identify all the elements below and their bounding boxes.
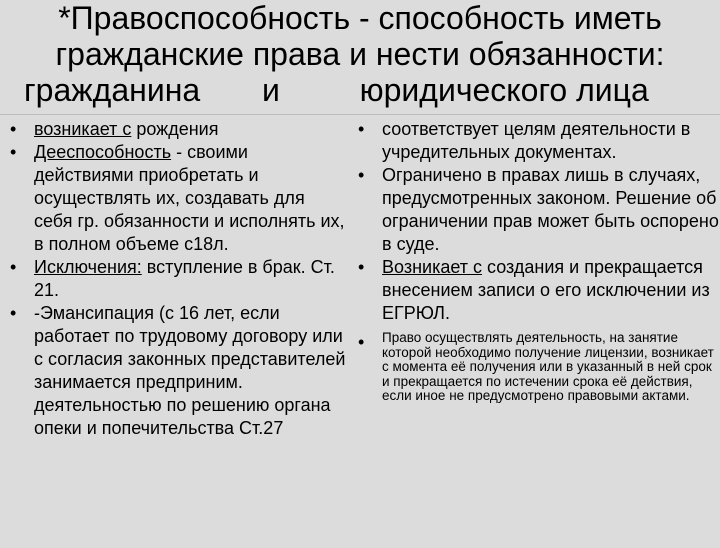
left-item-4 (0, 302, 348, 440)
title-line-2: гражданские права и нести обязанности: (55, 36, 665, 72)
title-citizen: гражданина (24, 72, 201, 108)
right-item-1 (348, 118, 720, 164)
right-column (348, 118, 720, 548)
left-item-3 (0, 256, 348, 302)
right-item-2-text: Ограничено в правах лишь в случаях, предусмотренных законом. Решение об ограничении прав может быть оспорено в суде. (382, 165, 719, 254)
left-item-1 (0, 118, 348, 141)
left-item-2-underlined: Дееспособность (34, 142, 172, 162)
bullet-icon: • (358, 119, 365, 139)
right-item-4 (348, 331, 720, 404)
bullet-icon: • (10, 142, 17, 162)
bullet-icon: • (358, 332, 365, 352)
bullet-icon: • (10, 119, 17, 139)
title-and: и (261, 72, 280, 108)
slide-title (0, 0, 720, 112)
title-line-1: *Правоспособность - способность иметь (58, 0, 662, 36)
left-item-3-text: вступление в брак. Ст. 21. (34, 257, 335, 300)
right-item-1-text: соответствует целям деятельности в учредительных документах. (382, 119, 691, 162)
left-item-3-underlined: Исключения: (34, 257, 142, 277)
bullet-icon: • (10, 303, 17, 323)
left-item-4-text: -Эмансипация (с 16 лет, если работает по трудовому договору или с согласия законных представителей занимается предприним. деятельностью по решению органа опеки и попечительства Ст.27 (34, 303, 346, 438)
left-item-2-text: - своими действиями приобретать и осуществлять их, создавать для себя гр. обязанности и исполнять их, в полном объеме с18л. (34, 142, 345, 254)
title-line-3 (0, 72, 720, 108)
right-item-3-text: создания и прекращается внесением записи о его исключении из ЕГРЮЛ. (382, 257, 710, 323)
left-item-1-underlined: возникает с (34, 119, 132, 139)
right-item-4-text: Право осуществлять деятельность, на занятие которой необходимо получение лицензии, возникает с момента её получения или в указанный в ней срок и прекращается по истечении срока её действия, если иное не предусмотрено правовыми актами. (382, 330, 714, 403)
bullet-icon: • (358, 257, 365, 277)
title-legal-entity: юридического лица (359, 72, 649, 108)
bullet-icon: • (10, 257, 17, 277)
bullet-icon: • (358, 165, 365, 185)
right-item-2 (348, 164, 720, 256)
right-item-3-underlined: Возникает с (382, 257, 483, 277)
left-column (0, 118, 348, 548)
title-divider (0, 114, 720, 115)
left-item-2 (0, 141, 348, 256)
right-item-3 (348, 256, 720, 325)
left-item-1-text: рождения (131, 119, 219, 139)
